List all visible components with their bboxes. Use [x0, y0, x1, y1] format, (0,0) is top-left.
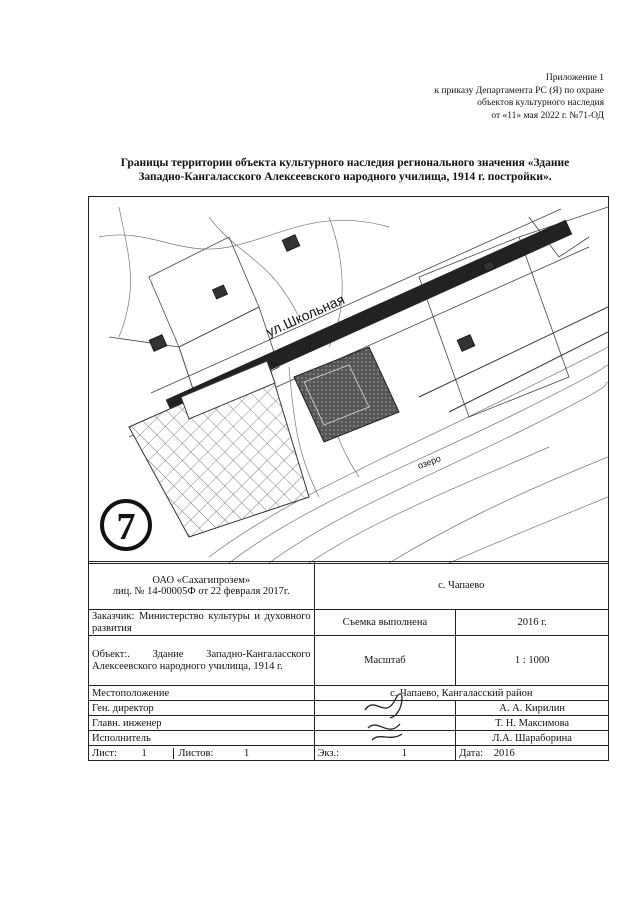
- sheet-label: Лист:: [92, 747, 117, 759]
- organization-name: ОАО «Сахагипрозем»: [152, 574, 251, 586]
- settlement: с. Чапаево: [314, 562, 609, 610]
- executor-name: Л.А. Шараборина: [456, 731, 609, 746]
- road-edge: [419, 307, 608, 397]
- heritage-building: [294, 347, 399, 442]
- engineer-label: Главн. инженер: [89, 716, 315, 731]
- appendix-line-4: от «11» мая 2022 г. №71-ОД: [491, 110, 604, 121]
- site-map-drawing: [89, 197, 608, 563]
- object-number: 7: [116, 506, 136, 548]
- object-number-marker: [102, 501, 150, 549]
- signature-scribble: [360, 690, 410, 745]
- organization-license: лиц. № 14-00005Ф от 22 февраля 2017г.: [112, 585, 290, 597]
- date-value: 2016: [493, 747, 515, 759]
- row-executor: [89, 731, 609, 746]
- row-engineer: [89, 716, 609, 731]
- scale-label: Масштаб: [314, 636, 456, 686]
- appendix-line-2: к приказу Департамента РС (Я) по охране: [434, 85, 604, 96]
- director-name: А. А. Кирилин: [456, 701, 609, 716]
- title-block: [88, 561, 609, 761]
- site-map: [88, 196, 609, 564]
- document-title: Границы территории объекта культурного наследия регионального значения «Здание Западно-Кангаласского Алексеевского народного училища, 1914 г. постройки».: [120, 157, 570, 183]
- survey-label: Съемка выполнена: [314, 610, 456, 636]
- copy-value: 1: [401, 747, 407, 759]
- sheets-cell: [89, 746, 315, 761]
- location-value: с. Чапаево, Кангаласский район: [314, 686, 609, 701]
- row-object: [89, 636, 609, 686]
- director-label: Ген. директор: [89, 701, 315, 716]
- lake-label: озеро: [416, 453, 443, 471]
- sheets-value: 1: [244, 747, 250, 759]
- sheets-label: Листов:: [173, 748, 213, 759]
- row-director: [89, 701, 609, 716]
- object-description: Объект:. Здание Западно-Кангаласского Алексеевского народного училища, 1914 г.: [89, 636, 315, 686]
- executor-label: Исполнитель: [89, 731, 315, 746]
- scale-value: 1 : 1000: [456, 636, 609, 686]
- location-label: Местоположение: [89, 686, 315, 701]
- row-location: [89, 686, 609, 701]
- organization-cell: [89, 562, 315, 610]
- row-sheets: [89, 746, 609, 761]
- row-organization: [89, 562, 609, 610]
- date-cell: [456, 746, 609, 761]
- survey-year: 2016 г.: [456, 610, 609, 636]
- date-label: Дата:: [459, 747, 484, 759]
- engineer-name: Т. Н. Максимова: [456, 716, 609, 731]
- street-label: ул.Школьная: [263, 290, 347, 340]
- customer: Заказчик: Министерство культуры и духовного развития: [89, 610, 315, 636]
- copy-label: Экз.:: [317, 747, 340, 759]
- appendix-block: [434, 72, 604, 122]
- copy-cell: [314, 746, 456, 761]
- sheet-value: 1: [141, 747, 147, 759]
- appendix-line-1: Приложение 1: [545, 73, 604, 83]
- appendix-line-3: объектов культурного наследия: [477, 98, 604, 108]
- row-customer: [89, 610, 609, 636]
